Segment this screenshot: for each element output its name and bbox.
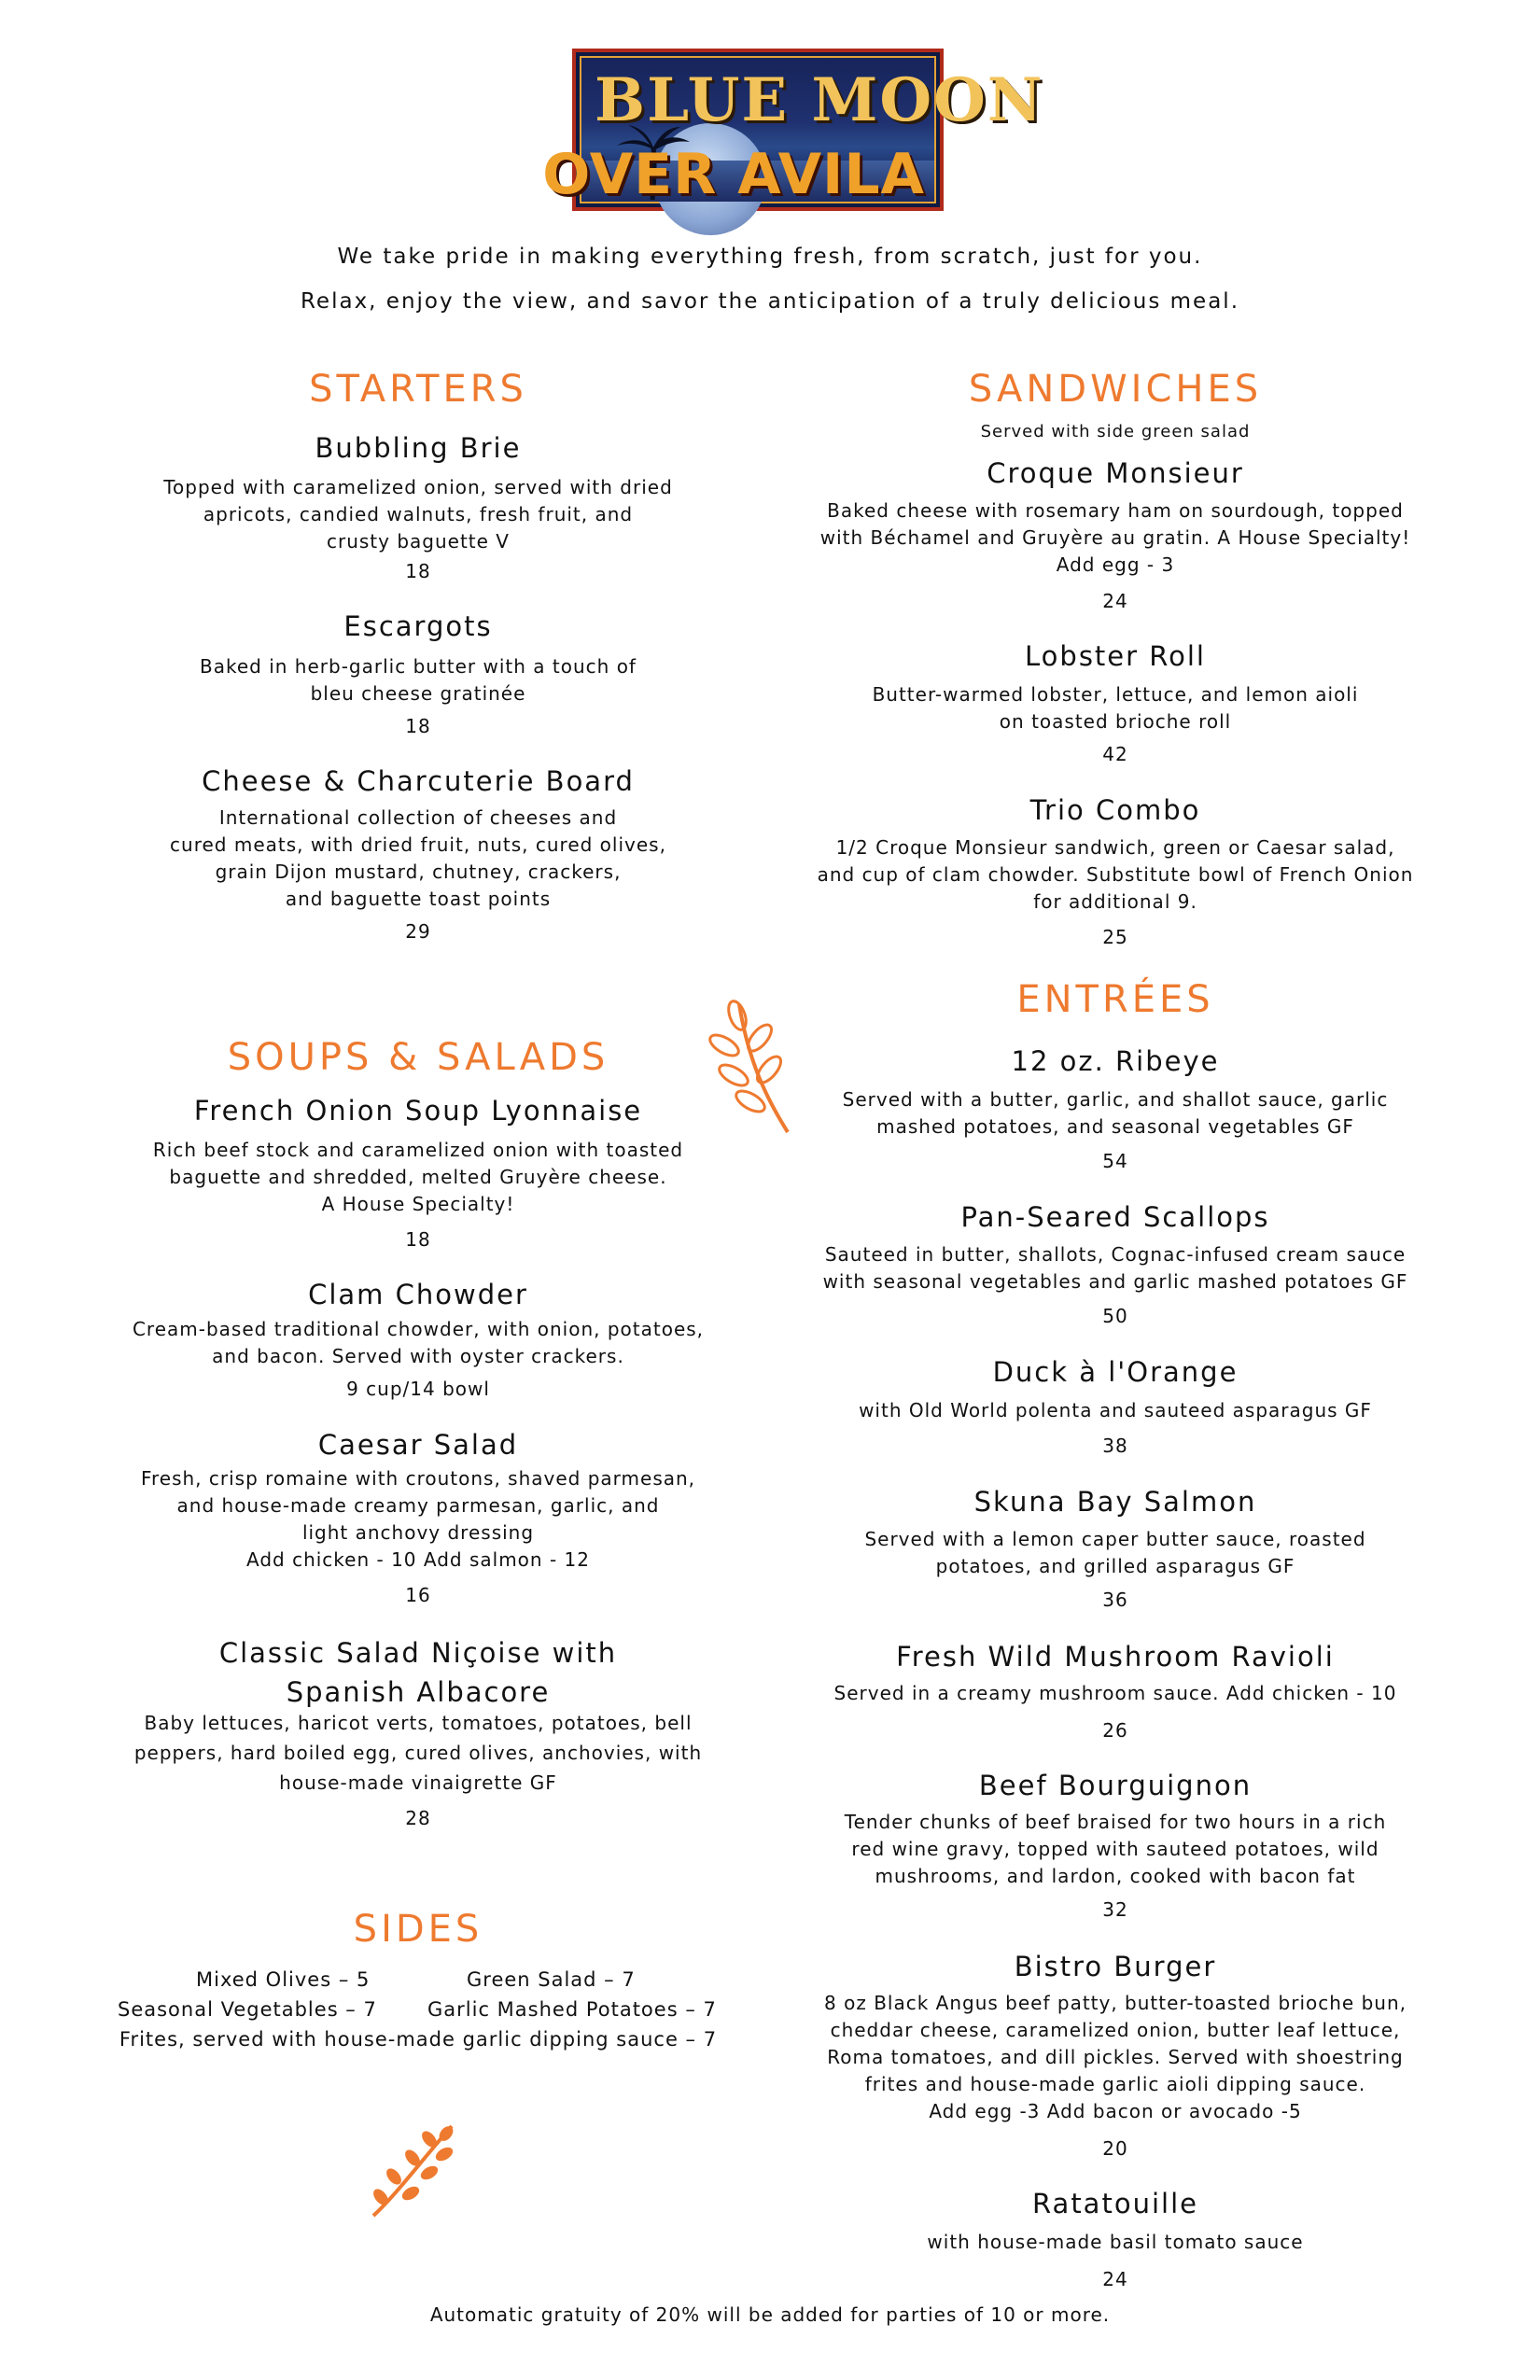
item-description: Sauteed in butter, shallots, Cognac-infused cream sauce with seasonal vegetables and garlic mashed potatoes GF [822,1243,1408,1293]
item-name: Clam Chowder [308,1279,528,1310]
item-price: 9 cup/14 bowl [346,1378,490,1400]
item-price: 54 [1102,1150,1128,1172]
item-price: 42 [1102,743,1128,765]
section-subheading: Served with side green salad [980,422,1251,441]
item-price: 29 [405,920,431,943]
item-description: Baby lettuces, haricot verts, tomatoes, potatoes, bell peppers, hard boiled egg, cured olives, anchovies, with house-made vinaigrette GF [133,1712,703,1794]
item-name: French Onion Soup Lyonnaise [193,1095,643,1127]
section-heading-soups-salads: SOUPS & SALADS [227,1036,609,1079]
item-description: Baked in herb-garlic butter with a touch of bleu cheese gratinée [200,655,637,705]
item-price: 25 [1102,926,1128,948]
item-name: Duck à l'Orange [992,1356,1239,1388]
item-description: Tender chunks of beef braised for two hours in a rich red wine gravy, topped with sauteed potatoes, wild mushrooms, and lardon, cooked with bacon fat [844,1811,1387,1887]
intro-line-1: We take pride in making everything fresh, from scratch, just for you. [337,245,1203,269]
item-price: 26 [1102,1719,1128,1742]
side-item: Frites, served with house-made garlic dipping sauce – 7 [119,2028,718,2051]
item-price: 50 [1102,1305,1128,1327]
intro-line-2: Relax, enjoy the view, and savor the anticipation of a truly delicious meal. [300,289,1240,314]
item-name: Cheese & Charcuterie Board [202,765,635,797]
item-description: International collection of cheeses and cured meats, with dried fruit, nuts, cured olives, grain Dijon mustard, chutney, crackers, and baguette toast points [170,806,666,910]
side-item: Mixed Olives – 5 [196,1968,371,1991]
item-name: Skuna Bay Salmon [973,1486,1257,1518]
item-name: Croque Monsieur [987,457,1244,489]
item-name: Bubbling Brie [315,432,522,464]
item-price: 38 [1102,1435,1128,1457]
item-description: Cream-based traditional chowder, with onion, potatoes, and bacon. Served with oyster crackers. [132,1318,705,1367]
item-description: Topped with caramelized onion, served with dried apricots, candied walnuts, fresh fruit, and crusty baguette V [163,476,673,553]
item-price: 28 [405,1807,431,1829]
side-item: Seasonal Vegetables – 7 [118,1998,377,2021]
section-heading-entrees: ENTRÉES [1016,978,1214,1021]
item-description: Served in a creamy mushroom sauce. Add chicken - 10 [833,1682,1397,1704]
item-name: Caesar Salad [317,1429,519,1461]
item-name: Trio Combo [1029,794,1201,826]
section-heading-starters: STARTERS [309,368,527,411]
item-description: Butter-warmed lobster, lettuce, and lemon aioli on toasted brioche roll [872,683,1359,733]
item-price: 18 [405,560,431,582]
item-price: 18 [405,715,431,737]
item-price: 24 [1102,2268,1128,2290]
item-description: Served with a butter, garlic, and shallot sauce, garlic mashed potatoes, and seasonal vegetables GF [842,1088,1389,1138]
item-description: Baked cheese with rosemary ham on sourdough, topped with Béchamel and Gruyère au gratin. A House Specialty! Add egg - 3 [819,499,1411,576]
item-price: 24 [1102,590,1128,612]
item-price: 16 [405,1584,431,1606]
item-name: Lobster Roll [1025,640,1206,672]
item-description: 1/2 Croque Monsieur sandwich, green or Caesar salad, and cup of clam chowder. Substitute bowl of French Onion for additional 9. [817,836,1414,913]
item-description: with Old World polenta and sauteed asparagus GF [859,1399,1372,1421]
logo-line-1: BLUE MOON [595,65,1044,135]
item-name: Fresh Wild Mushroom Ravioli [896,1641,1335,1673]
item-price: 32 [1102,1898,1128,1921]
item-name: 12 oz. Ribeye [1011,1045,1220,1077]
section-heading-sides: SIDES [353,1908,483,1951]
item-name: Beef Bourguignon [978,1770,1253,1801]
item-price: 18 [405,1228,431,1251]
side-item: Garlic Mashed Potatoes – 7 [427,1998,717,2021]
item-price: 36 [1102,1589,1128,1611]
logo-line-2: OVER AVILA [542,142,925,207]
item-name: Classic Salad Niçoise with Spanish Albacore [218,1637,618,1708]
item-name: Bistro Burger [1014,1951,1217,1982]
leaf-branch-icon [368,2121,457,2219]
item-price: 20 [1102,2137,1128,2160]
item-description: with house-made basil tomato sauce [927,2231,1304,2253]
restaurant-logo [542,49,1044,211]
item-description: Served with a lemon caper butter sauce, roasted potatoes, and grilled asparagus GF [864,1528,1366,1577]
item-name: Pan-Seared Scallops [960,1201,1270,1233]
gratuity-note: Automatic gratuity of 20% will be added for parties of 10 or more. [429,2303,1111,2326]
item-name: Ratatouille [1032,2188,1198,2219]
item-name: Escargots [343,610,493,642]
item-description: 8 oz Black Angus beef patty, butter-toasted brioche bun, cheddar cheese, caramelized onion, butter leaf lettuce, Roma tomatoes, and dill pickles. Served with shoestring frites and house-made garlic aioli dipping sauce. Add egg -3 Add bacon or avocado -5 [824,1992,1407,2122]
leaf-sprig-icon [711,997,795,1137]
side-item: Green Salad – 7 [467,1968,636,1991]
section-heading-sandwiches: SANDWICHES [968,368,1263,411]
item-description: Rich beef stock and caramelized onion with toasted baguette and shredded, melted Gruyère cheese. A House Specialty! [152,1139,684,1215]
item-description: Fresh, crisp romaine with croutons, shaved parmesan, and house-made creamy parmesan, garlic, and light anchovy dressing Add chicken - 10 Add salmon - 12 [140,1467,696,1571]
